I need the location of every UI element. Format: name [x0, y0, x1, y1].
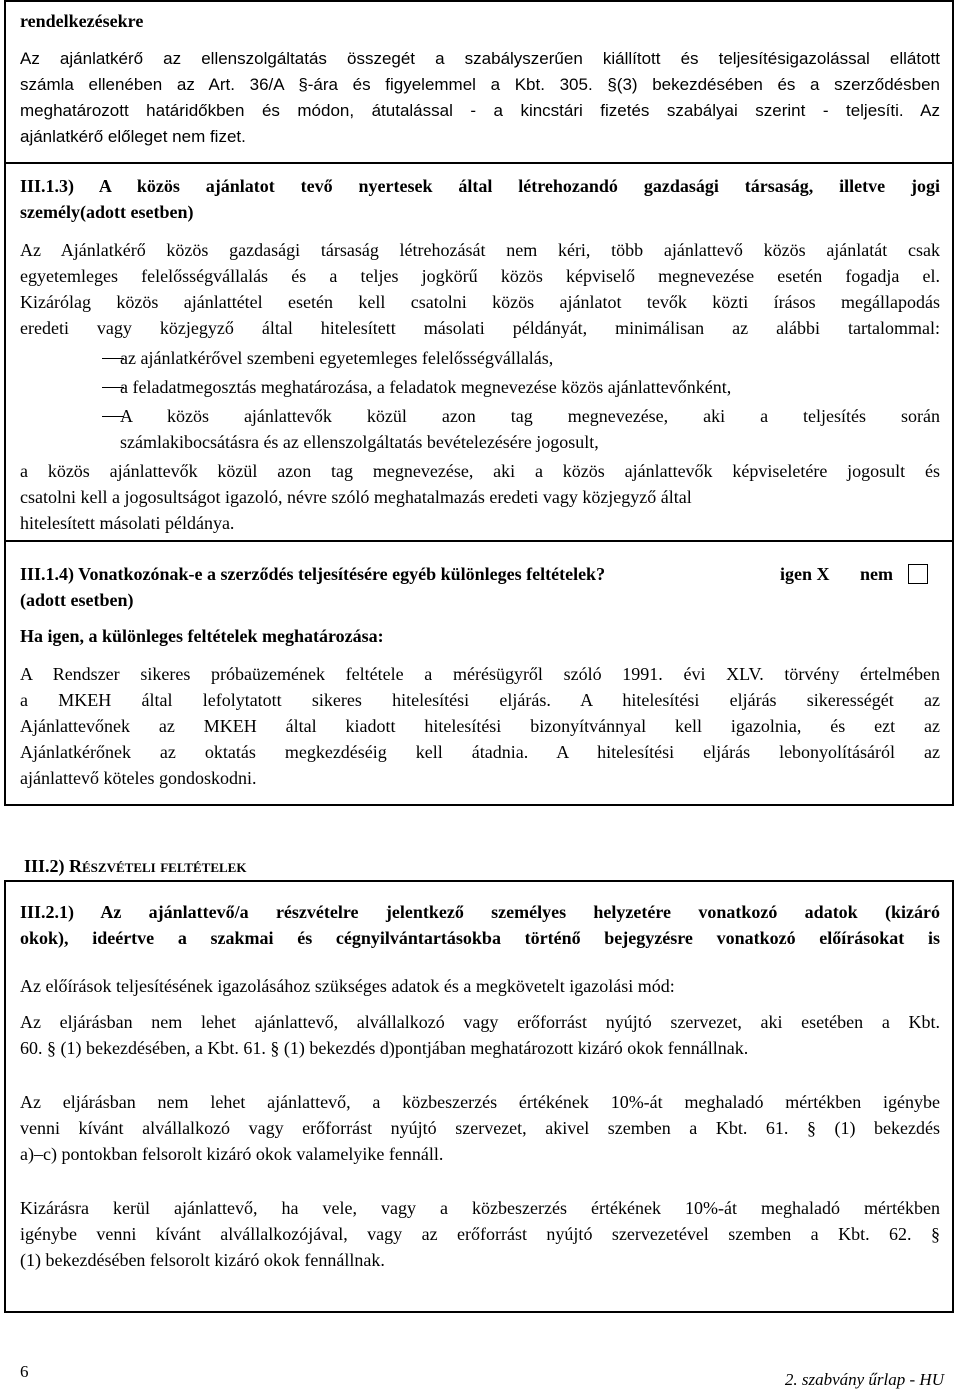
text-line: a)–c) pontokban felsorolt kizáró okok valamelyike fennáll. [20, 1144, 444, 1164]
question-text: III.1.4) Vonatkozónak-e a szerződés teljesítésére egyéb különleges feltételek? [20, 564, 606, 584]
section-title [24, 856, 948, 876]
section-heading: okok), ideértve a szakmai és cégnyilvántartásokba történő bejegyzésre vonatkozó előírásokat is [20, 928, 940, 948]
text-line: számla ellenében az Art. 36/A §-ára és figyelemmel a Kbt. 305. §(3) bekezdésében és a szerződésben [20, 75, 940, 94]
text-line: 60. § (1) bekezdésében, a Kbt. 61. § (1) bekezdés d)pontjában meghatározott kizáró okok fennállnak. [20, 1038, 749, 1058]
box-heading: rendelkezésekre [20, 11, 144, 31]
section-heading: III.2.1) Az ajánlattevő/a részvételre jelentkező személyes helyzetére vonatkozó adatok (kizáró [20, 902, 940, 922]
subheading: Ha igen, a különleges feltételek meghatározása: [20, 626, 384, 646]
joint-bid-box: III.1.3) A közös ajánlatot tevő nyertesek által létrehozandó gazdasági társaság, illetve jogi személy(adott esetben) Az Ajánlatkérő közös gazdasági társaság létrehozását nem kéri, több ajánlattevő közös ajánlatát csak egyetemleges felelősségvállalás és a teljes jogkörű közös képviselő megnevezése esetén fogadja el. Kizárólag közös ajánlattétel esetén kell csatolni közös ajánlatot tevők közti írásos megállapodás eredeti vagy közjegyző által hitelesített másolati példányát, minimálisan az alábbi tartalommal: az ajánlatkérővel szembeni egyetemleges felelősségvállalás, a feladatmegosztás meghatározása, a feladatok megnevezése közös ajánlattevőnként, A közös ajánlattevők közül azon tag megnevezése, aki a teljesítés során számlakibocsátásra és az ellenszolgáltatás bevételezésére jogosult, a közös ajánlattevők közül azon tag megnevezése, aki a közös ajánlattevők képviseletére jogosult és csatolni kell a jogosultságot igazoló, névre szóló meghatalmazás eredeti vagy közjegyző által hitelesített másolati példánya. [4, 164, 954, 542]
text-line: Ajánlatkérőnek az oktatás megkezdéséig kell átadnia. A hitelesítési eljárás lebonyolításáról az [20, 742, 940, 762]
text-line: Az eljárásban nem lehet ajánlattevő, alvállalkozó vagy erőforrást nyújtó szervezet, aki esetében a Kbt. [20, 1012, 940, 1032]
text-line: Kizárásra kerül ajánlattevő, ha vele, vagy a közbeszerzés értékének 10%-át meghaladó mértékben [20, 1198, 940, 1218]
text-line: Az Ajánlatkérő közös gazdasági társaság létrehozását nem kéri, több ajánlattevő közös ajánlatát csak [20, 240, 940, 260]
payment-terms-box [4, 0, 954, 164]
text-line: egyetemleges felelősségvállalás és a teljes jogkörű közös képviselő megnevezése esetén fogadja el. [20, 266, 940, 286]
no-option-label: nem [860, 564, 893, 584]
special-conditions-box [4, 542, 954, 806]
section-heading: személy(adott esetben) [20, 202, 194, 222]
text-line: csatolni kell a jogosultságot igazoló, névre szóló meghatalmazás eredeti vagy közjegyző által [20, 487, 692, 507]
text-line: venni kívánt alvállalkozó vagy erőforrást nyújtó szervezet, akivel szemben a Kbt. 61. § (1) bekezdés [20, 1118, 940, 1138]
text-line: ajánlatkérő előleget nem fizet. [20, 127, 246, 146]
form-label: 2. szabvány űrlap - HU [784, 1370, 944, 1389]
special-conditions-question [20, 564, 940, 584]
text-line: Ajánlattevőnek az MKEH által kiadott hitelesítési bizonyítvánnyal kell igazolnia, és ezt az [20, 716, 940, 736]
section-name: Részvételi feltételek [69, 856, 247, 876]
text-line: A Rendszer sikeres próbaüzemének feltétele a mérésügyről szóló 1991. évi XLV. törvény értelmében [20, 664, 940, 684]
text-line: eredeti vagy közjegyző által hitelesített másolati példányát, minimálisan az alábbi tartalommal: [20, 318, 940, 338]
text-line: Az ajánlatkérő az ellenszolgáltatás összegét a szabályszerűen kiállított és teljesítésigazolással ellátott [20, 49, 940, 68]
intro-line: Az előírások teljesítésének igazolásához szükséges adatok és a megkövetelt igazolási mód: [20, 976, 675, 996]
page-number: 6 [20, 1362, 29, 1381]
text-line: Kizárólag közös ajánlattétel esetén kell csatolni közös ajánlatot tevők közti írásos megállapodás [20, 292, 940, 312]
text-line: meghatározott határidőkben és módon, átutalással - a kincstári fizetés szabályai szerint - teljesíti. Az [20, 101, 940, 120]
yes-option: igen X [780, 564, 830, 584]
section-number: III.2) [24, 856, 65, 876]
list-item-continuation: számlakibocsátásra és az ellenszolgáltatás bevételezésére jogosult, [120, 432, 599, 452]
text-line: ajánlattevő köteles gondoskodni. [20, 768, 257, 788]
text-line: a közös ajánlattevők közül azon tag megnevezése, aki a közös ajánlattevők képviseletére jogosult és [20, 461, 940, 481]
personal-situation-box [4, 880, 954, 1313]
text-line: a MKEH által lefolytatott sikeres hitelesítési eljárás. A hitelesítési eljárás sikerességét az [20, 690, 940, 710]
text-line: hitelesített másolati példánya. [20, 513, 235, 533]
no-checkbox[interactable] [908, 564, 928, 584]
text-line: (1) bekezdésében felsorolt kizáró okok fennállnak. [20, 1250, 385, 1270]
text-line: Az eljárásban nem lehet ajánlattevő, a közbeszerzés értékének 10%-át meghaladó mértékben igénybe [20, 1092, 940, 1112]
text-line: igénybe venni kívánt alvállalkozójával, vagy az erőforrást nyújtó szervezetével szemben a Kbt. 62. § [20, 1224, 940, 1244]
question-note: (adott esetben) [20, 590, 134, 610]
section-heading: III.1.3) A közös ajánlatot tevő nyertesek által létrehozandó gazdasági társaság, illetve jogi [20, 176, 940, 196]
